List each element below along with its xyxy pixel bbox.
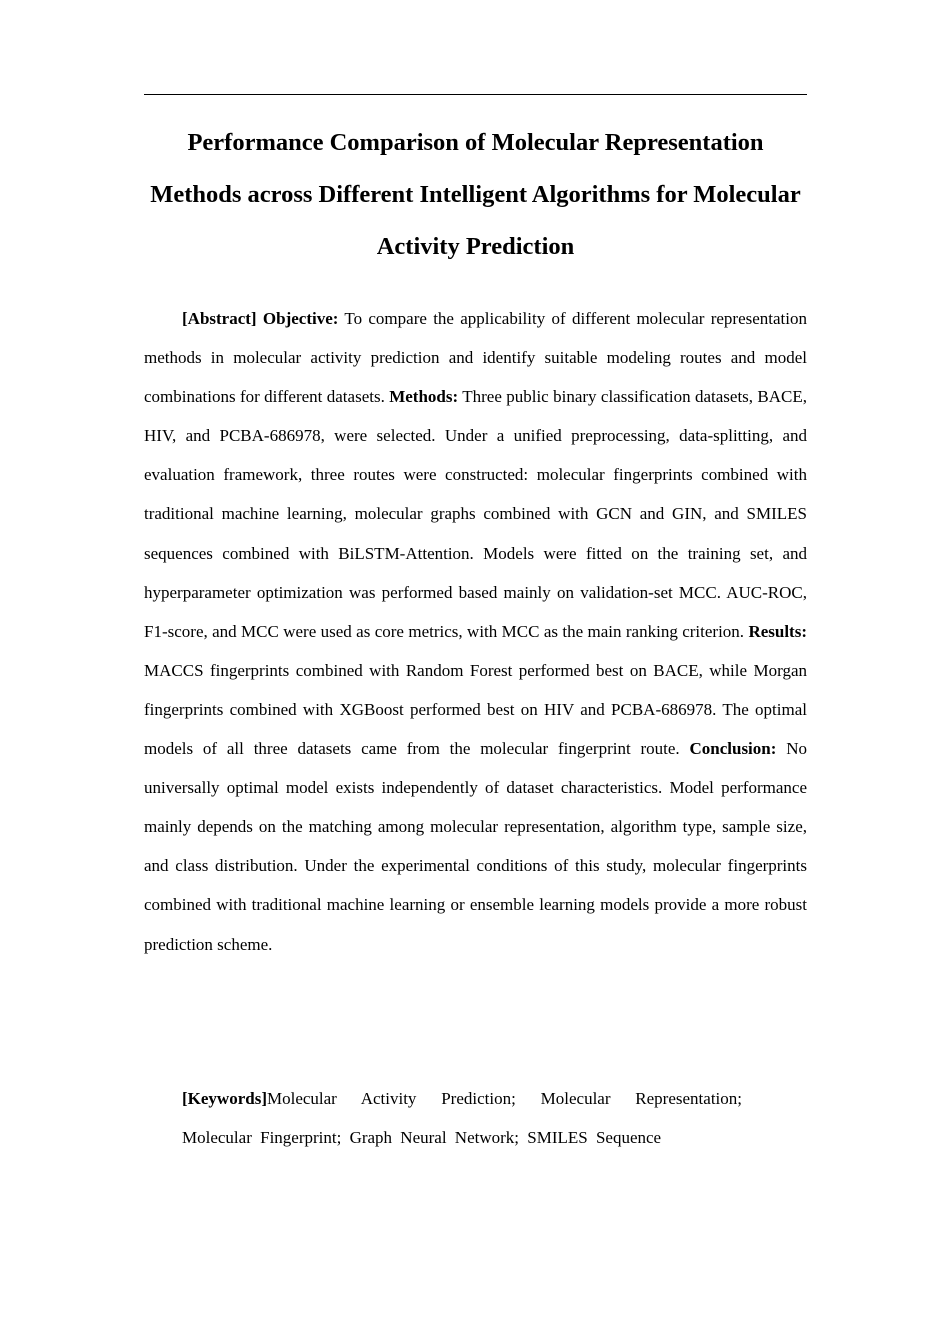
abstract-label: [Abstract] [182, 309, 257, 328]
paper-title: Performance Comparison of Molecular Representation Methods across Different Intelligent Algorithms for Molecular Activity Prediction [150, 129, 801, 260]
conclusion-label: Conclusion: [689, 739, 777, 759]
header-rule [144, 94, 807, 95]
conclusion-text: No universally optimal model exists independently of dataset characteristics. Model performance mainly depends on the matching among molecular representation, algorithm type, sample size, and class distribution. Under the experimental conditions of this study, molecular fingerprints combined with traditional machine learning or ensemble learning models provide a more robust prediction scheme. [144, 739, 807, 954]
methods-label: Methods: [389, 387, 459, 407]
keywords-label: [Keywords] [182, 1089, 267, 1108]
keywords-line-1 [182, 1079, 742, 1118]
results-label: Results: [748, 621, 807, 641]
keywords-paragraph [182, 1079, 742, 1157]
objective-label: Objective: [262, 309, 339, 328]
results-text: MACCS fingerprints combined with Random Forest performed best on BACE, while Morgan fingerprints combined with XGBoost performed best on HIV and PCBA-686978. The optimal models of all three datasets came from the molecular fingerprint route. [144, 660, 807, 759]
keywords-text-1: Molecular Activity Prediction; Molecular Representation; [266, 1089, 742, 1108]
objective-text: To compare the applicability of different molecular representation methods in molecular activity prediction and identify suitable modeling routes and model combinations for different datasets. [144, 309, 807, 407]
abstract-paragraph [144, 299, 807, 964]
keywords-line-2: Molecular Fingerprint; Graph Neural Network; SMILES Sequence [182, 1128, 662, 1147]
methods-text: Three public binary classification datasets, BACE, HIV, and PCBA-686978, were selected. Under a unified preprocessing, data-splitting, and evaluation framework, three routes were constructed: molecular fingerprints combined with traditional machine learning, molecular graphs combined with GCN and GIN, and SMILES sequences combined with BiLSTM-Attention. Models were fitted on the training set, and hyperparameter optimization was performed based mainly on validation-set MCC. AUC-ROC, F1-score, and MCC were used as core metrics, with MCC as the main ranking criterion. [144, 387, 807, 641]
